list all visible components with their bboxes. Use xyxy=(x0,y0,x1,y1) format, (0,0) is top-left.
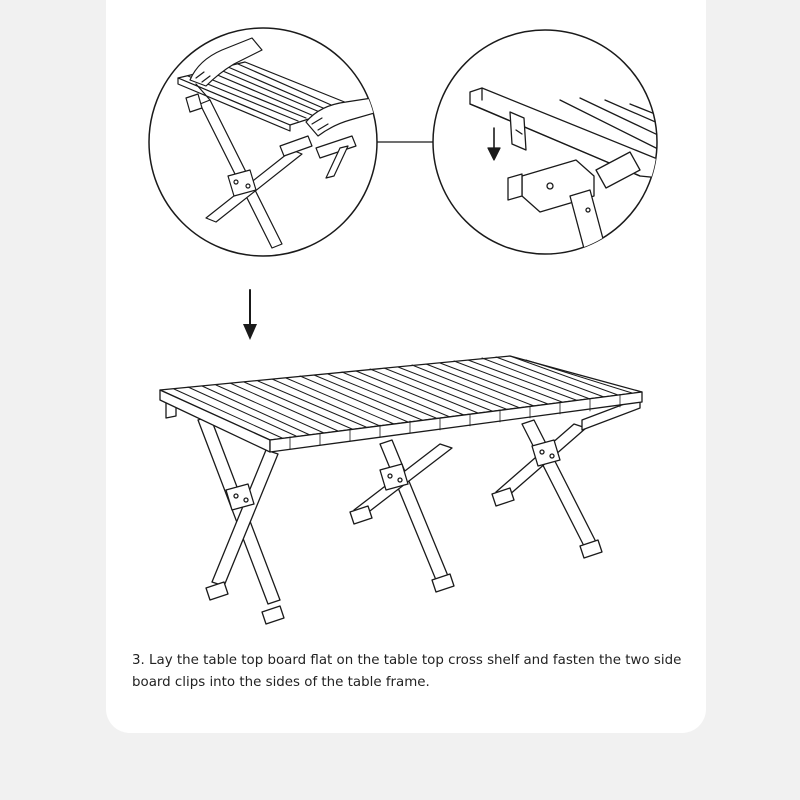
caption-line-2: board clips into the sides of the table frame. xyxy=(132,675,430,690)
down-arrow-icon xyxy=(243,290,257,340)
caption-line-1: 3. Lay the table top board flat on the table top cross shelf and fasten the two side xyxy=(132,653,682,668)
instruction-caption xyxy=(132,650,692,694)
magnify-circle-clip-icon xyxy=(433,30,660,256)
magnify-circle-hands-icon xyxy=(149,28,378,256)
folding-table-icon xyxy=(160,356,642,624)
